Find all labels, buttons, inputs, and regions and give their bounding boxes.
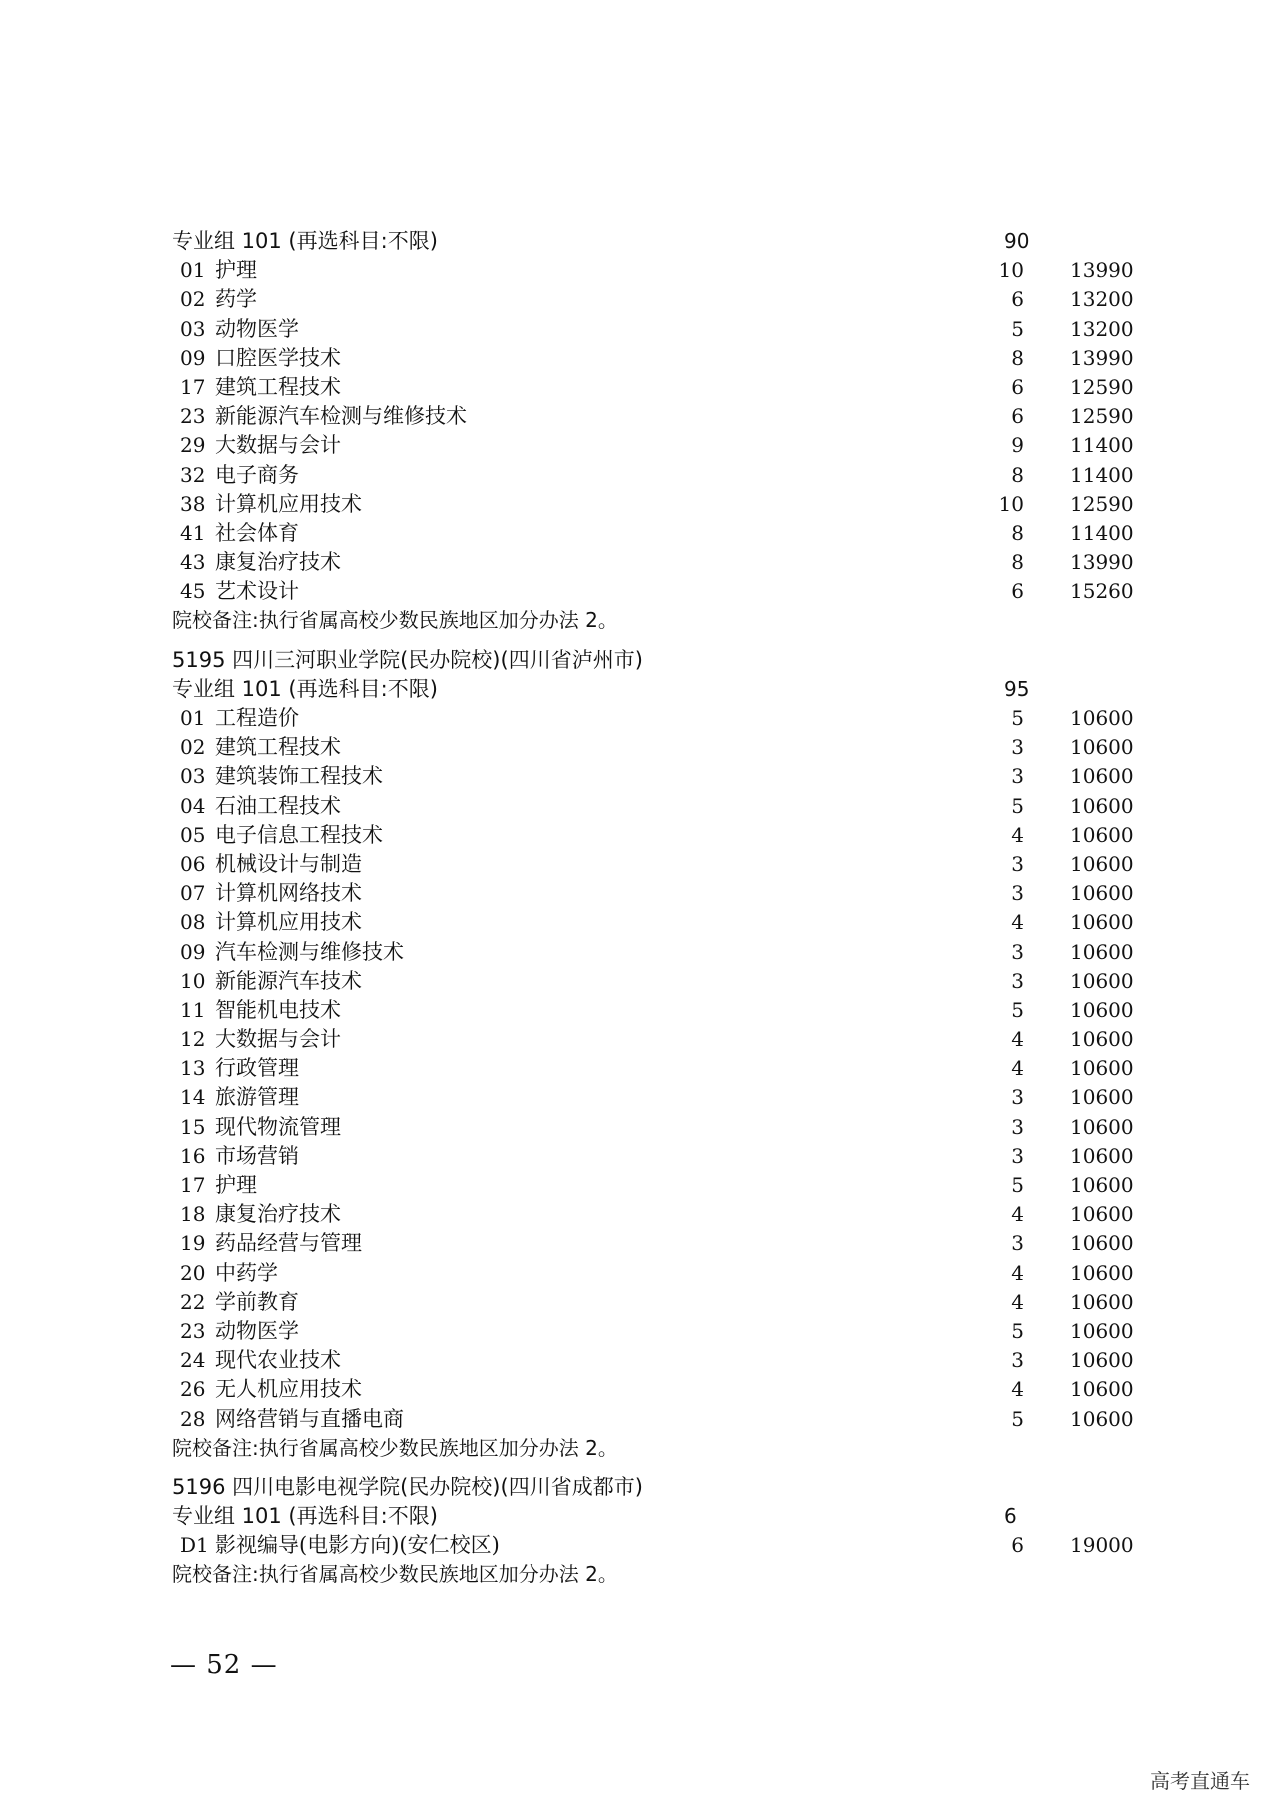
major-tuition: 10600 (1070, 1289, 1134, 1314)
major-name: 计算机应用技术 (215, 491, 362, 516)
major-row (0, 908, 1280, 937)
major-row (0, 1405, 1280, 1434)
group-title: 专业组 101 (再选科目:不限) (172, 229, 438, 253)
major-name: 市场营销 (215, 1143, 299, 1168)
major-plan-count: 6 (1011, 287, 1024, 312)
major-code: 17 (180, 374, 206, 399)
major-plan-count: 4 (1011, 1289, 1024, 1314)
major-code: 24 (180, 1348, 206, 1373)
major-plan-count: 5 (1011, 706, 1024, 730)
major-code: 26 (180, 1377, 206, 1402)
major-name: 大数据与会计 (215, 433, 341, 458)
major-row (0, 490, 1280, 519)
major-tuition: 10600 (1070, 1202, 1134, 1227)
major-plan-count: 8 (1011, 345, 1024, 370)
major-code: 38 (180, 491, 206, 516)
major-row (0, 373, 1280, 402)
major-name: 护理 (215, 258, 257, 283)
watermark: 高考直通车 (1150, 1769, 1250, 1793)
major-row (0, 1346, 1280, 1375)
major-code: 32 (180, 462, 206, 487)
major-tuition: 11400 (1070, 462, 1134, 487)
major-tuition: 10600 (1070, 1027, 1134, 1052)
major-code: 13 (180, 1056, 206, 1081)
major-name: 动物医学 (215, 1318, 299, 1343)
major-row (0, 1200, 1280, 1229)
major-tuition: 10600 (1070, 1318, 1134, 1343)
major-plan-count: 3 (1011, 881, 1024, 906)
major-tuition: 10600 (1070, 1377, 1134, 1402)
major-name: 旅游管理 (215, 1085, 299, 1110)
major-plan-count: 3 (1011, 968, 1024, 993)
major-tuition: 12590 (1070, 404, 1134, 429)
major-name: 建筑工程技术 (215, 374, 341, 399)
major-name: 建筑工程技术 (215, 735, 341, 760)
major-plan-count: 5 (1011, 1173, 1024, 1197)
major-row (0, 733, 1280, 762)
major-code: 23 (180, 1318, 206, 1343)
major-name: 艺术设计 (215, 579, 299, 604)
major-tuition: 10600 (1070, 1056, 1134, 1081)
major-code: 23 (180, 404, 206, 429)
major-tuition: 10600 (1070, 910, 1134, 935)
major-row (0, 402, 1280, 431)
major-plan-count: 4 (1011, 1260, 1024, 1285)
major-plan-count: 6 (1011, 404, 1024, 429)
major-plan-count: 8 (1011, 462, 1024, 487)
major-row (0, 461, 1280, 490)
major-tuition: 10600 (1070, 793, 1134, 818)
major-plan-count: 3 (1011, 1231, 1024, 1256)
major-tuition: 10600 (1070, 822, 1134, 847)
major-tuition: 12590 (1070, 491, 1134, 516)
major-code: 17 (180, 1173, 206, 1197)
major-row (0, 1142, 1280, 1171)
major-plan-count: 5 (1011, 997, 1024, 1022)
major-tuition: 10600 (1070, 968, 1134, 993)
major-name: 行政管理 (215, 1056, 299, 1081)
group-plan-count: 6 (1004, 1504, 1017, 1529)
major-tuition: 10600 (1070, 706, 1134, 730)
major-code: 06 (180, 851, 206, 876)
major-tuition: 10600 (1070, 764, 1134, 789)
major-row (0, 1025, 1280, 1054)
major-row (0, 996, 1280, 1025)
major-name: 学前教育 (215, 1289, 299, 1314)
major-name: 无人机应用技术 (215, 1377, 362, 1402)
major-code: 03 (180, 764, 206, 789)
major-plan-count: 4 (1011, 822, 1024, 847)
major-row (0, 1259, 1280, 1288)
major-name: 康复治疗技术 (215, 550, 341, 575)
major-plan-count: 5 (1011, 316, 1024, 341)
major-row (0, 1288, 1280, 1317)
major-plan-count: 4 (1011, 1377, 1024, 1402)
major-name: 现代物流管理 (215, 1114, 341, 1139)
block-gap (0, 636, 1280, 646)
group-title: 专业组 101 (再选科目:不限) (172, 1504, 438, 1529)
major-tuition: 13990 (1070, 258, 1134, 283)
major-row (0, 1375, 1280, 1404)
major-tuition: 10600 (1070, 851, 1134, 876)
major-row (0, 762, 1280, 791)
group-row (0, 1502, 1280, 1531)
major-code: 43 (180, 550, 206, 575)
major-tuition: 10600 (1070, 735, 1134, 760)
major-code: 01 (180, 258, 206, 283)
major-row (0, 285, 1280, 314)
major-row (0, 1054, 1280, 1083)
major-row (0, 967, 1280, 996)
major-plan-count: 10 (998, 491, 1024, 516)
major-plan-count: 9 (1011, 433, 1024, 458)
school-note: 院校备注:执行省属高校少数民族地区加分办法 2。 (172, 1435, 618, 1460)
major-plan-count: 8 (1011, 550, 1024, 575)
major-tuition: 13990 (1070, 550, 1134, 575)
major-code: D1 (180, 1533, 209, 1558)
major-name: 动物医学 (215, 316, 299, 341)
major-row (0, 577, 1280, 606)
major-row (0, 879, 1280, 908)
major-tuition: 11400 (1070, 520, 1134, 545)
major-tuition: 10600 (1070, 1143, 1134, 1168)
major-name: 电子商务 (215, 462, 299, 487)
major-name: 汽车检测与维修技术 (215, 939, 404, 964)
document-body (0, 227, 1280, 1590)
major-plan-count: 3 (1011, 851, 1024, 876)
major-tuition: 11400 (1070, 433, 1134, 458)
note-row (0, 1434, 1280, 1463)
major-row (0, 548, 1280, 577)
major-name: 社会体育 (215, 520, 299, 545)
major-name: 新能源汽车检测与维修技术 (215, 404, 467, 429)
major-name: 智能机电技术 (215, 997, 341, 1022)
major-code: 10 (180, 968, 206, 993)
major-name: 工程造价 (215, 706, 299, 730)
major-tuition: 13200 (1070, 316, 1134, 341)
major-tuition: 10600 (1070, 1085, 1134, 1110)
major-plan-count: 4 (1011, 1202, 1024, 1227)
major-row (0, 431, 1280, 460)
major-code: 41 (180, 520, 206, 545)
major-plan-count: 3 (1011, 1114, 1024, 1139)
major-code: 08 (180, 910, 206, 935)
major-row (0, 519, 1280, 548)
school-name: 5195 四川三河职业学院(民办院校)(四川省泸州市) (172, 647, 643, 672)
major-code: 07 (180, 881, 206, 906)
major-plan-count: 3 (1011, 764, 1024, 789)
major-tuition: 10600 (1070, 1406, 1134, 1431)
major-code: 45 (180, 579, 206, 604)
major-code: 03 (180, 316, 206, 341)
school-row (0, 646, 1280, 675)
major-name: 影视编导(电影方向)(安仁校区) (215, 1533, 500, 1558)
group-title: 专业组 101 (再选科目:不限) (172, 676, 438, 701)
major-code: 15 (180, 1114, 206, 1139)
group-plan-count: 95 (1004, 676, 1030, 701)
group-row (0, 675, 1280, 704)
major-row (0, 315, 1280, 344)
block-gap (0, 1463, 1280, 1473)
school-name: 5196 四川电影电视学院(民办院校)(四川省成都市) (172, 1474, 643, 1499)
major-plan-count: 4 (1011, 1027, 1024, 1052)
school-row (0, 1473, 1280, 1502)
major-name: 机械设计与制造 (215, 851, 362, 876)
major-tuition: 13990 (1070, 345, 1134, 370)
major-name: 现代农业技术 (215, 1348, 341, 1373)
major-plan-count: 3 (1011, 939, 1024, 964)
major-tuition: 12590 (1070, 374, 1134, 399)
major-code: 19 (180, 1231, 206, 1256)
group-plan-count: 90 (1004, 229, 1030, 253)
major-code: 09 (180, 345, 206, 370)
note-row (0, 1560, 1280, 1589)
school-note: 院校备注:执行省属高校少数民族地区加分办法 2。 (172, 608, 618, 633)
page-number: — 52 — (170, 1650, 278, 1680)
major-code: 11 (180, 997, 206, 1022)
major-row (0, 1171, 1280, 1200)
major-tuition: 13200 (1070, 287, 1134, 312)
major-code: 12 (180, 1027, 206, 1052)
major-name: 中药学 (215, 1260, 278, 1285)
major-code: 04 (180, 793, 206, 818)
major-tuition: 15260 (1070, 579, 1134, 604)
major-name: 建筑装饰工程技术 (215, 764, 383, 789)
major-name: 口腔医学技术 (215, 345, 341, 370)
major-code: 01 (180, 706, 206, 730)
major-plan-count: 5 (1011, 1406, 1024, 1431)
major-plan-count: 6 (1011, 374, 1024, 399)
major-code: 16 (180, 1143, 206, 1168)
major-plan-count: 5 (1011, 793, 1024, 818)
major-plan-count: 6 (1011, 1533, 1024, 1558)
major-row (0, 1317, 1280, 1346)
major-plan-count: 3 (1011, 1143, 1024, 1168)
major-name: 药学 (215, 287, 257, 312)
major-code: 02 (180, 287, 206, 312)
major-tuition: 10600 (1070, 881, 1134, 906)
school-note: 院校备注:执行省属高校少数民族地区加分办法 2。 (172, 1562, 618, 1587)
major-name: 电子信息工程技术 (215, 822, 383, 847)
major-code: 09 (180, 939, 206, 964)
major-tuition: 10600 (1070, 1114, 1134, 1139)
major-tuition: 10600 (1070, 939, 1134, 964)
group-row (0, 227, 1280, 256)
major-tuition: 10600 (1070, 1173, 1134, 1197)
major-code: 02 (180, 735, 206, 760)
major-name: 新能源汽车技术 (215, 968, 362, 993)
major-plan-count: 3 (1011, 1348, 1024, 1373)
major-row (0, 938, 1280, 967)
major-row (0, 1113, 1280, 1142)
major-tuition: 10600 (1070, 1231, 1134, 1256)
major-row (0, 1083, 1280, 1112)
major-tuition: 10600 (1070, 997, 1134, 1022)
major-plan-count: 10 (998, 258, 1024, 283)
major-code: 22 (180, 1289, 206, 1314)
major-row (0, 821, 1280, 850)
major-name: 计算机网络技术 (215, 881, 362, 906)
major-name: 网络营销与直播电商 (215, 1406, 404, 1431)
major-row (0, 792, 1280, 821)
major-name: 石油工程技术 (215, 793, 341, 818)
major-plan-count: 3 (1011, 1085, 1024, 1110)
major-plan-count: 3 (1011, 735, 1024, 760)
major-row (0, 1531, 1280, 1560)
major-tuition: 10600 (1070, 1260, 1134, 1285)
major-plan-count: 5 (1011, 1318, 1024, 1343)
major-code: 28 (180, 1406, 206, 1431)
major-tuition: 19000 (1070, 1533, 1134, 1558)
major-code: 20 (180, 1260, 206, 1285)
major-row (0, 704, 1280, 733)
major-code: 29 (180, 433, 206, 458)
major-name: 康复治疗技术 (215, 1202, 341, 1227)
major-plan-count: 4 (1011, 1056, 1024, 1081)
major-plan-count: 4 (1011, 910, 1024, 935)
major-name: 护理 (215, 1173, 257, 1197)
major-row (0, 850, 1280, 879)
major-code: 14 (180, 1085, 206, 1110)
note-row (0, 606, 1280, 635)
major-name: 计算机应用技术 (215, 910, 362, 935)
major-row (0, 1229, 1280, 1258)
major-name: 大数据与会计 (215, 1027, 341, 1052)
major-code: 18 (180, 1202, 206, 1227)
major-name: 药品经营与管理 (215, 1231, 362, 1256)
major-row (0, 256, 1280, 285)
major-tuition: 10600 (1070, 1348, 1134, 1373)
major-plan-count: 6 (1011, 579, 1024, 604)
major-plan-count: 8 (1011, 520, 1024, 545)
major-row (0, 344, 1280, 373)
major-code: 05 (180, 822, 206, 847)
